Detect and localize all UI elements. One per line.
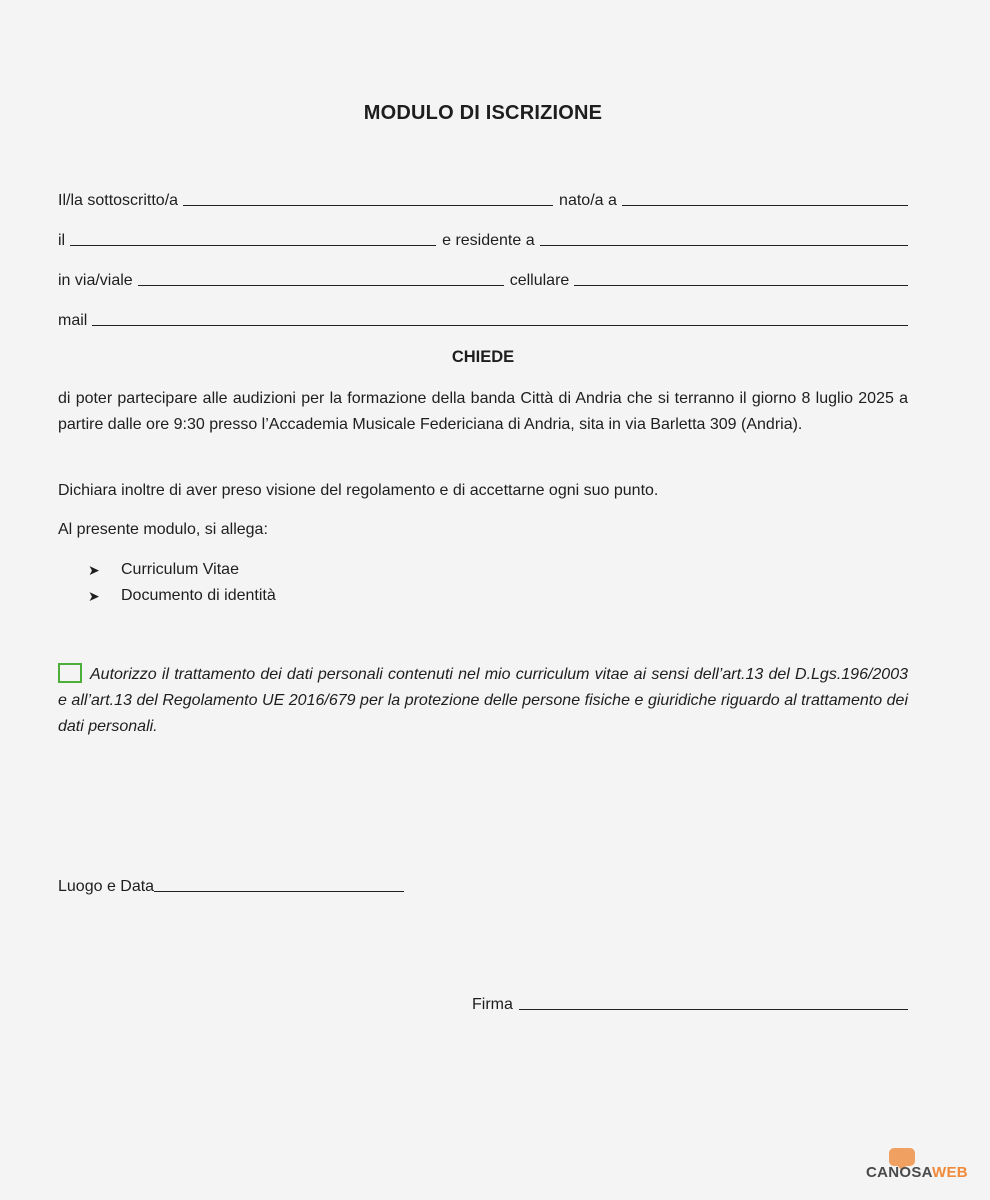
field-cellulare[interactable] (574, 285, 908, 286)
attachments-list (88, 557, 276, 609)
arrow-bullet-icon: ➤ (88, 587, 100, 604)
field-data-nascita[interactable] (70, 245, 436, 246)
form-title: MODULO DI ISCRIZIONE (363, 102, 603, 124)
watermark-text: CANOSAWEB (866, 1164, 968, 1181)
label-firma: Firma (472, 996, 513, 1013)
label-nato: nato/a a (559, 192, 617, 209)
attachment-label: Documento di identità (121, 587, 276, 604)
row-data-residenza (58, 226, 908, 250)
label-via: in via/viale (58, 272, 133, 289)
arrow-bullet-icon: ➤ (88, 561, 100, 578)
label-mail: mail (58, 312, 88, 329)
consent-checkbox[interactable] (58, 663, 82, 683)
attachment-label: Curriculum Vitae (121, 561, 239, 578)
field-nato[interactable] (622, 205, 908, 206)
label-sottoscritto: Il/la sottoscritto/a (58, 192, 179, 209)
label-luogo-data: Luogo e Data (58, 878, 155, 895)
request-paragraph: di poter partecipare alle audizioni per la formazione della banda Città di Andria che si terranno il giorno 8 luglio 2025 a partire dalle ore 9:30 presso l’Accademia Musicale Federiciana di Andria, sita in via Barletta 309 (Andria). (58, 390, 908, 433)
field-mail[interactable] (92, 325, 908, 326)
list-item (88, 583, 276, 609)
row-mail (58, 306, 908, 330)
firma-row (472, 990, 908, 1014)
luogo-data-row (58, 872, 404, 896)
label-cellulare: cellulare (509, 272, 570, 289)
canosaweb-watermark-logo (866, 1148, 974, 1188)
field-luogo-data[interactable] (154, 891, 404, 892)
row-via-cellulare (58, 266, 908, 290)
declaration-paragraph: Dichiara inoltre di aver preso visione del regolamento e di accettarne ogni suo punto. (58, 482, 659, 499)
consent-text: Autorizzo il trattamento dei dati personali contenuti nel mio curriculum vitae ai sensi dell’art.13 del D.Lgs.196/2003 e all’art.13 del Regolamento UE 2016/679 per la protezione delle persone fisiche e giuridiche riguardo al trattamento dei dati personali. (58, 666, 908, 735)
field-via[interactable] (138, 285, 504, 286)
field-firma[interactable] (519, 1009, 908, 1010)
attachments-intro: Al presente modulo, si allega: (58, 521, 268, 538)
list-item (88, 557, 276, 583)
consent-block (58, 662, 908, 740)
field-sottoscritto[interactable] (183, 205, 553, 206)
field-residenza[interactable] (540, 245, 908, 246)
label-il: il (58, 232, 66, 249)
label-residente: e residente a (442, 232, 535, 249)
row-sottoscritto (58, 186, 908, 210)
chiede-heading: CHIEDE (451, 348, 515, 366)
